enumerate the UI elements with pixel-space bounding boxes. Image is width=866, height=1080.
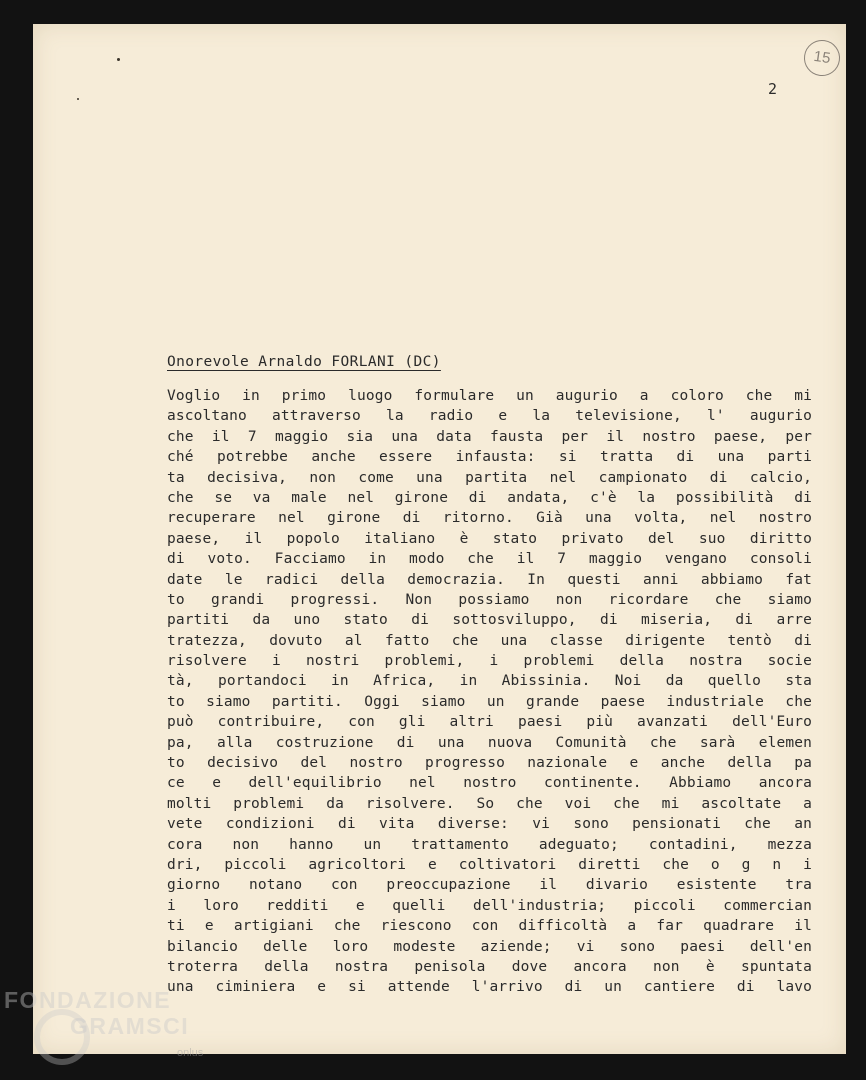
text-line: ta decisiva, non come una partita nel campionato di calcio, bbox=[167, 469, 812, 486]
text-line: giorno notano con preoccupazione il divario esistente tra bbox=[167, 877, 812, 894]
text-line: to decisivo del nostro progresso nazionale e anche della pa bbox=[167, 755, 812, 772]
text-line: cora non hanno un trattamento adeguato; contadini, mezza bbox=[167, 836, 812, 853]
watermark-text-line3: onlus bbox=[177, 1047, 204, 1059]
text-line: ce e dell'equilibrio nel nostro continente. Abbiamo ancora bbox=[167, 775, 812, 792]
text-line: tratezza, dovuto al fatto che una classe dirigente tentò di bbox=[167, 632, 812, 649]
text-line: partiti da uno stato di sottosviluppo, di miseria, di arre bbox=[167, 612, 812, 629]
text-line: ché potrebbe anche essere infausta: si tratta di una parti bbox=[167, 449, 812, 466]
text-line: tà, portandoci in Africa, in Abissinia. Noi da quello sta bbox=[167, 673, 812, 690]
text-line: che se va male nel girone di andata, c'è la possibilità di bbox=[167, 489, 812, 506]
ink-speck bbox=[77, 98, 79, 100]
ink-speck bbox=[117, 58, 120, 61]
text-line: dri, piccoli agricoltori e coltivatori diretti che o g n i bbox=[167, 856, 812, 873]
text-line: ascoltano attraverso la radio e la televisione, l' augurio bbox=[167, 408, 812, 425]
text-line: di voto. Facciamo in modo che il 7 maggio vengano consoli bbox=[167, 551, 812, 568]
typewritten-sheet bbox=[33, 24, 846, 1054]
text-line: vete condizioni di vita diverse: vi sono pensionati che an bbox=[167, 816, 812, 833]
text-line: una ciminiera e si attende l'arrivo di un cantiere di lavo bbox=[167, 979, 812, 996]
text-line: può contribuire, con gli altri paesi più avanzati dell'Euro bbox=[167, 714, 812, 731]
text-line: paese, il popolo italiano è stato privato del suo diritto bbox=[167, 530, 812, 547]
text-line: ti e artigiani che riescono con difficoltà a far quadrare il bbox=[167, 918, 812, 935]
text-line: pa, alla costruzione di una nuova Comunità che sarà elemen bbox=[167, 734, 812, 751]
speaker-heading: Onorevole Arnaldo FORLANI (DC) bbox=[167, 354, 441, 370]
text-line: to grandi progressi. Non possiamo non ricordare che siamo bbox=[167, 591, 812, 608]
text-line: recuperare nel girone di ritorno. Già una volta, nel nostro bbox=[167, 510, 812, 527]
text-line: che il 7 maggio sia una data fausta per il nostro paese, per bbox=[167, 428, 812, 445]
text-line: risolvere i nostri problemi, i problemi della nostra socie bbox=[167, 653, 812, 670]
page-number: 2 bbox=[768, 80, 778, 98]
watermark-text-line1: FONDAZIONE bbox=[4, 987, 172, 1013]
text-line: i loro redditi e quelli dell'industria; piccoli commercian bbox=[167, 897, 812, 914]
text-line: date le radici della democrazia. In questi anni abbiamo fat bbox=[167, 571, 812, 588]
speech-body bbox=[167, 386, 812, 998]
text-line: bilancio delle loro modeste aziende; vi sono paesi dell'en bbox=[167, 938, 812, 955]
text-line: Voglio in primo luogo formulare un augurio a coloro che mi bbox=[167, 388, 812, 404]
archive-number-stamp: 15 bbox=[802, 38, 843, 79]
text-line: troterra della nostra penisola dove ancora non è spuntata bbox=[167, 958, 812, 975]
watermark-text-line2: GRAMSCI bbox=[70, 1013, 190, 1039]
text-line: molti problemi da risolvere. So che voi che mi ascoltate a bbox=[167, 795, 812, 812]
text-line: to siamo partiti. Oggi siamo un grande paese industriale che bbox=[167, 693, 812, 710]
